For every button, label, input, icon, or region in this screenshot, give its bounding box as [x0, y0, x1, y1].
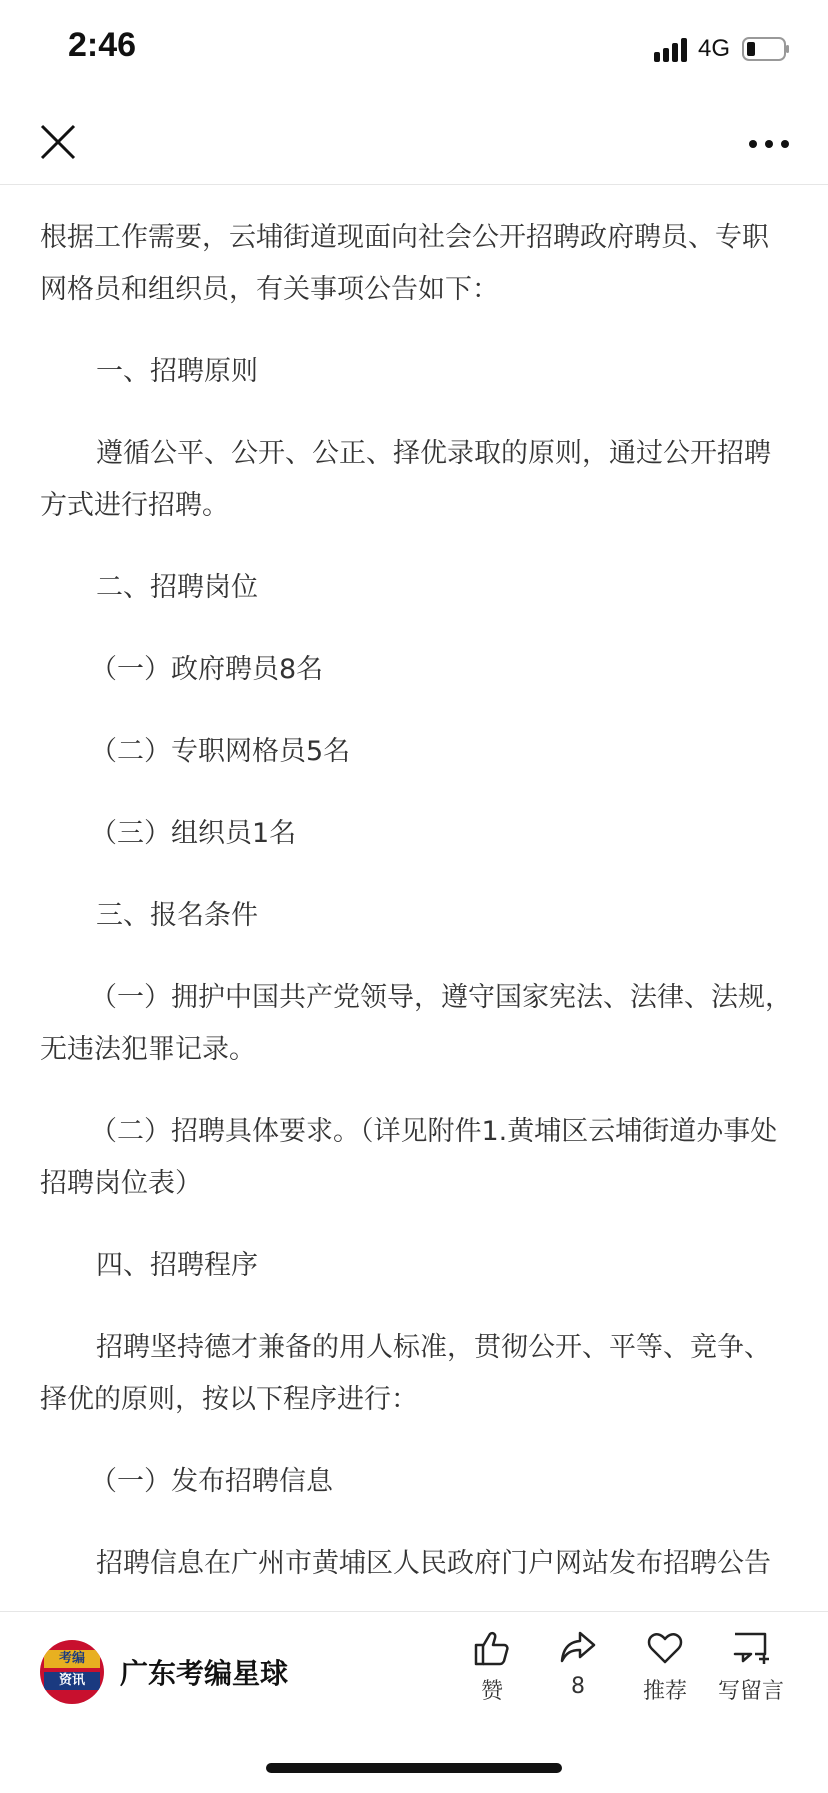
- close-icon[interactable]: [36, 120, 80, 164]
- like-label: 赞: [480, 1679, 503, 1704]
- share-icon: [558, 1628, 598, 1668]
- list-item: （一）拥护中国共产党领导，遵守国家宪法、法律、法规，无违法犯罪记录。: [40, 982, 792, 1065]
- article-paragraph: 招聘坚持德才兼备的用人标准，贯彻公开、平等、竞争、择优的原则，按以下程序进行：: [40, 1332, 771, 1415]
- avatar[interactable]: [40, 1640, 104, 1704]
- comment-label: 写留言: [717, 1679, 784, 1704]
- article-body: [40, 212, 792, 1592]
- section-heading: 一、招聘原则: [96, 356, 258, 387]
- list-item: （一）政府聘员8名: [90, 654, 324, 685]
- list-item: （二）专职网格员5名: [90, 736, 351, 767]
- comment-add-icon: [731, 1628, 771, 1668]
- recommend-button[interactable]: [625, 1628, 705, 1705]
- section-heading: 三、报名条件: [96, 900, 258, 931]
- write-comment-button[interactable]: [711, 1628, 791, 1705]
- article-paragraph: 根据工作需要，云埔街道现面向社会公开招聘政府聘员、专职网格员和组织员，有关事项公告如下：: [40, 222, 769, 305]
- section-heading: 四、招聘程序: [96, 1250, 258, 1281]
- list-item: （一）发布招聘信息: [90, 1466, 333, 1497]
- heart-icon: [645, 1628, 685, 1668]
- nav-bar: [0, 100, 828, 185]
- battery-icon: [742, 37, 790, 61]
- list-item: （二）招聘具体要求。（详见附件1.黄埔区云埔街道办事处招聘岗位表）: [40, 1116, 778, 1199]
- thumbs-up-icon: [472, 1628, 512, 1668]
- signal-icon: [654, 38, 688, 62]
- network-type: 4G: [698, 35, 731, 62]
- article-paragraph: 遵循公平、公开、公正、择优录取的原则，通过公开招聘方式进行招聘。: [40, 438, 771, 521]
- home-indicator[interactable]: [266, 1763, 562, 1773]
- avatar-text-top: 考编: [44, 1650, 100, 1668]
- status-time: 2:46: [68, 26, 137, 64]
- recommend-label: 推荐: [642, 1679, 687, 1704]
- status-bar: [0, 0, 828, 100]
- list-item: （三）组织员1名: [90, 818, 297, 849]
- section-heading: 二、招聘岗位: [96, 572, 258, 603]
- like-button[interactable]: [452, 1628, 532, 1705]
- share-count: 8: [571, 1674, 585, 1699]
- article-paragraph: 招聘信息在广州市黄埔区人民政府门户网站发布招聘公告: [96, 1548, 771, 1579]
- account-name[interactable]: 广东考编星球: [120, 1657, 289, 1690]
- more-icon[interactable]: [746, 124, 792, 164]
- avatar-text-bottom: 资讯: [44, 1672, 100, 1690]
- share-button[interactable]: [538, 1628, 618, 1699]
